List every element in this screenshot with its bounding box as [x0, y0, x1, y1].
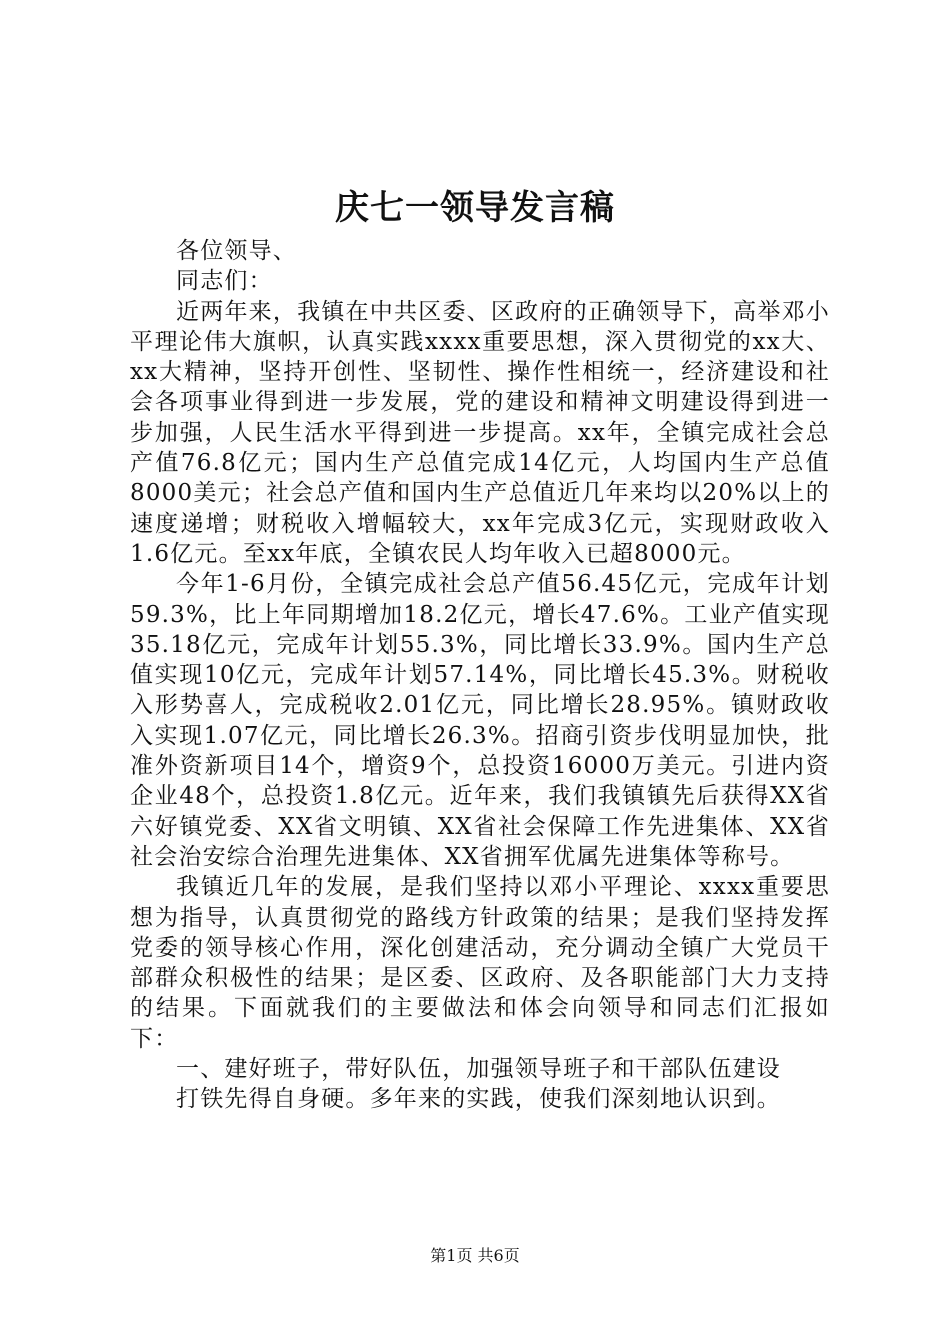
document-body: [130, 236, 830, 1115]
salutation-comrades: 同志们：: [176, 268, 273, 295]
paragraph-section-one-start: 打铁先得自身硬。多年来的实践，使我们深刻地认识到。: [176, 1086, 781, 1113]
section-heading-one: 一、建好班子，带好队伍，加强领导班子和干部队伍建设: [176, 1056, 781, 1083]
document-title: 庆七一领导发言稿: [335, 188, 615, 228]
salutation-leaders: 各位领导、: [176, 238, 297, 264]
paragraph-first-half-stats: 今年1-6月份，全镇完成社会总产值56.45亿元，完成年计划59.3%，比上年同期增加18.2亿元，增长47.6%。工业产值实现35.18亿元，完成年计划55.3%，同比增长33.9%。国内生产总值实现10亿元，完成年计划57.14%，同比增长45.3%。财税收入形势喜人，完成税收2.01亿元，同比增长28.95%。镇财政收入实现1.07亿元，同比增长26.3%。招商引资步伐明显加快，批准外资新项目14个，增资9个，总投资16000万美元。引进内资企业48个，总投资1.8亿元。近年来，我们我镇镇先后获得XX省六好镇党委、XX省文明镇、XX省社会保障工作先进集体、XX省社会治安综合治理先进集体、XX省拥军优属先进集体等称号。: [130, 571, 830, 870]
page-footer: 第1页 共6页: [430, 1246, 520, 1265]
paragraph-overview: 近两年来，我镇在中共区委、区政府的正确领导下，高举邓小平理论伟大旗帜，认真实践xxxx重要思想，深入贯彻党的xx大、xx大精神，坚持开创性、坚韧性、操作性相统一，经济建设和社会各项事业得到进一步发展，党的建设和精神文明建设得到进一步加强，人民生活水平得到进一步提高。xx年，全镇完成社会总产值76.8亿元；国内生产总值完成14亿元，人均国内生产总值8000美元；社会总产值和国内生产总值近几年来均以20%以上的速度递增；财税收入增幅较大，xx年完成3亿元，实现财政收入1.6亿元。至xx年底，全镇农民人均年收入已超8000元。: [130, 298, 830, 567]
paragraph-reasons: 我镇近几年的发展，是我们坚持以邓小平理论、xxxx重要思想为指导，认真贯彻党的路线方针政策的结果；是我们坚持发挥党委的领导核心作用，深化创建活动，充分调动全镇广大党员干部群众积极性的结果；是区委、区政府、及各职能部门大力支持的结果。下面就我们的主要做法和体会向领导和同志们汇报如下：: [130, 874, 830, 1052]
